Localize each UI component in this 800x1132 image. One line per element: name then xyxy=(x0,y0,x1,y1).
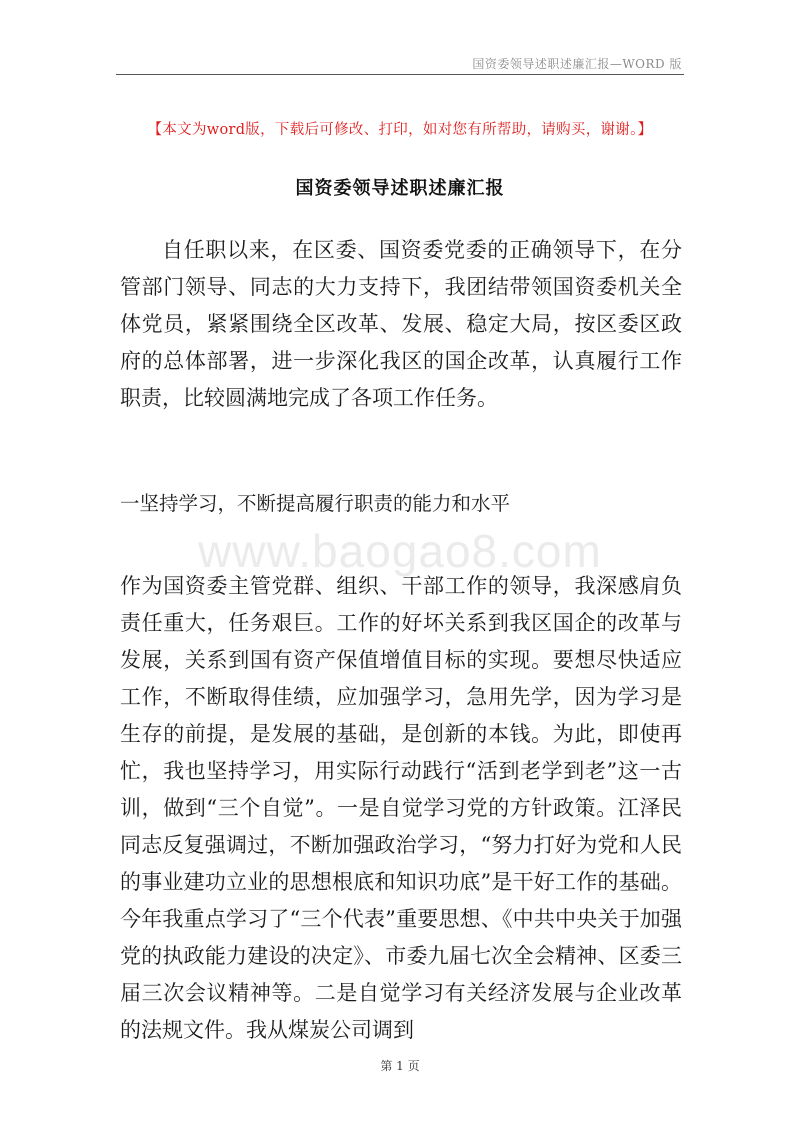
intro-paragraph: 自任职以来，在区委、国资委党委的正确领导下，在分管部门领导、同志的大力支持下，我团结带领国资委机关全体党员，紧紧围绕全区改革、发展、稳定大局，按区委区政府的总体部署，进一步深化我区的国企改革，认真履行工作职责，比较圆满地完成了各项工作任务。 xyxy=(120,238,682,410)
running-header: 国资委领导述职述廉汇报—WORD 版 xyxy=(472,57,682,71)
watermark: www.baogao8.com xyxy=(198,525,602,577)
document-title: 国资委领导述职述廉汇报 xyxy=(295,178,505,199)
download-notice: 【本文为word版，下载后可修改、打印，如对您有所帮助，请购买，谢谢。】 xyxy=(147,122,653,138)
header-divider xyxy=(116,74,684,75)
body-paragraph: 作为国资委主管党群、组织、干部工作的领导，我深感肩负责任重大，任务艰巨。工作的好坏关系到我区国企的改革与发展，关系到国有资产保值增值目标的实现。要想尽快适应工作，不断取得佳绩，应加强学习，急用先学，因为学习是生存的前提，是发展的基础，是创新的本钱。为此，即使再忙，我也坚持学习，用实际行动践行“活到老学到老”这一古训，做到“三个自觉”。一是自觉学习党的方针政策。江泽民同志反复强调过，不断加强政治学习，“努力打好为党和人民的事业建功立业的思想根底和知识功底”是干好工作的基础。今年我重点学习了“三个代表”重要思想、《中共中央关于加强党的执政能力建设的决定》、市委九届七次全会精神、区委三届三次会议精神等。二是自觉学习有关经济发展与企业改革的法规文件。我从煤炭公司调到 xyxy=(120,574,682,1042)
page-number: 第 1 页 xyxy=(380,1059,420,1073)
section-heading: 一坚持学习，不断提高履行职责的能力和水平 xyxy=(120,492,511,515)
